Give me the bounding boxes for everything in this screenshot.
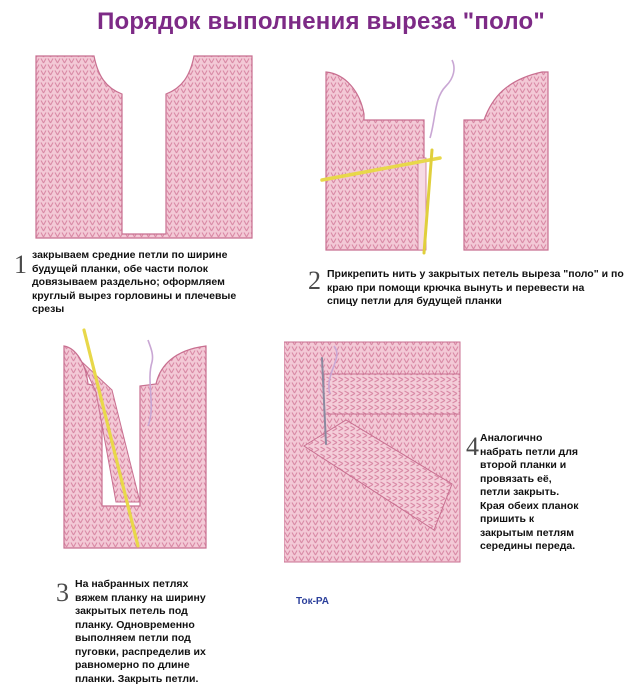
step-3-illustration <box>56 326 216 556</box>
step-2-text: Прикрепить нить у закрытых петель выреза "поло" и по краю при помощи крючка вынуть и перевести на спицу петли для будущей планки <box>327 268 624 307</box>
step-3-text: На набранных петлях вяжем планку на ширину закрытых петель под планку. Одновременно выполняем петли под пуговки, распределив их равномерно по длине планки. Закрыть петли. <box>75 578 206 685</box>
yarn <box>430 60 454 138</box>
step-4-number: 4 <box>466 432 479 461</box>
front-piece-knit <box>326 72 424 250</box>
step-2-number: 2 <box>308 266 321 295</box>
step-2-illustration <box>316 58 556 258</box>
front-piece-knit <box>64 346 206 548</box>
page-title: Порядок выполнения выреза "поло" <box>97 8 545 35</box>
step-1-number: 1 <box>14 250 27 279</box>
step-4-text: Аналогично набрать петли для второй планки и провязать её, петли закрыть. Края обеих планок пришить к закрытым петлям середины переда. <box>480 432 579 552</box>
placket-knit <box>324 374 460 414</box>
step-1-text: закрываем средние петли по ширине будущей планки, обе части полок довязываем раздельно; оформляем круглый вырез горловины и плечевые срезы <box>32 249 237 315</box>
step-1-illustration <box>26 52 262 242</box>
step-3-number: 3 <box>56 578 69 607</box>
front-piece-knit <box>36 56 252 238</box>
front-piece-knit <box>464 72 548 250</box>
step-4-illustration <box>284 334 464 564</box>
credit-label: Ток-РА <box>296 596 329 607</box>
